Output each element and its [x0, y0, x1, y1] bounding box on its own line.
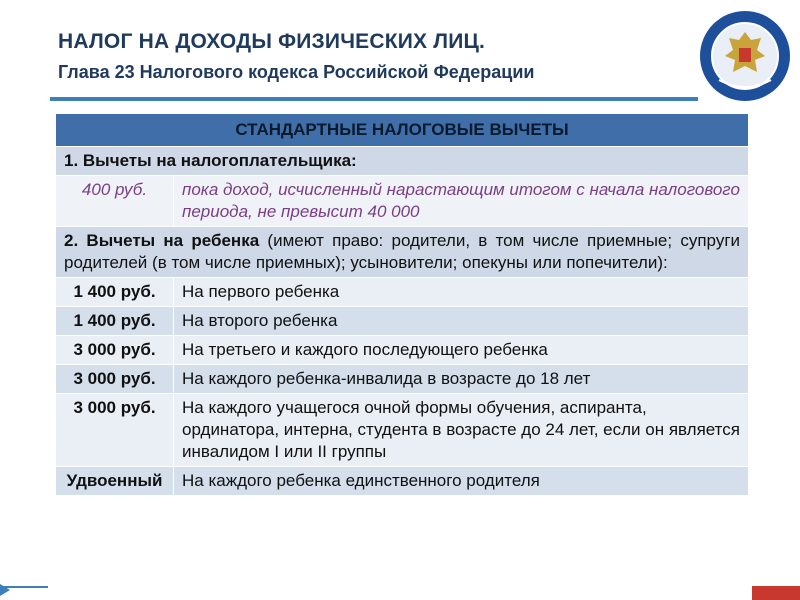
table-row [56, 365, 749, 394]
amount-400: 400 руб. [56, 176, 174, 227]
deduction-description: На третьего и каждого последующего ребенка [174, 336, 749, 365]
deduction-amount: 3 000 руб. [56, 336, 174, 365]
deduction-description: На каждого учащегося очной формы обучения, аспиранта, ординатора, интерна, студента в возрасте до 24 лет, если он является инвалидом I или II группы [174, 394, 749, 467]
page-subtitle: Глава 23 Налогового кодекса Российской Федерации [58, 62, 535, 82]
section-children [56, 227, 749, 278]
deduction-amount: 1 400 руб. [56, 307, 174, 336]
deduction-description: На первого ребенка [174, 278, 749, 307]
deduction-description: На второго ребенка [174, 307, 749, 336]
table-heading: СТАНДАРТНЫЕ НАЛОГОВЫЕ ВЫЧЕТЫ [56, 114, 749, 147]
table-row [56, 278, 749, 307]
deduction-amount: 3 000 руб. [56, 394, 174, 467]
title-divider [50, 97, 698, 101]
table-row [56, 336, 749, 365]
footer-red-block [752, 586, 800, 600]
page-title: НАЛОГ НА ДОХОДЫ ФИЗИЧЕСКИХ ЛИЦ. [58, 30, 486, 53]
deduction-amount: Удвоенный [56, 467, 174, 496]
section-children-note: (имеют право: родители, в том числе приемные; супруги родителей (в том числе приемных); усыновители; опекуны или попечители): [64, 231, 741, 272]
section-children-title: 2. Вычеты на ребенка [64, 231, 260, 250]
deduction-amount: 1 400 руб. [56, 278, 174, 307]
table-row [56, 467, 749, 496]
title-block [58, 30, 698, 83]
condition-400: пока доход, исчисленный нарастающим итогом с начала налогового периода, не превысит 40 000 [174, 176, 749, 227]
deduction-description: На каждого ребенка-инвалида в возрасте до 18 лет [174, 365, 749, 394]
deductions-table [55, 113, 748, 496]
section-taxpayer: 1. Вычеты на налогоплательщика: [56, 147, 749, 176]
deduction-amount: 3 000 руб. [56, 365, 174, 394]
table-row [56, 394, 749, 467]
tax-service-emblem-icon [699, 10, 791, 102]
table-row [56, 307, 749, 336]
footer-arrow-icon [0, 584, 10, 596]
deduction-description: На каждого ребенка единственного родителя [174, 467, 749, 496]
